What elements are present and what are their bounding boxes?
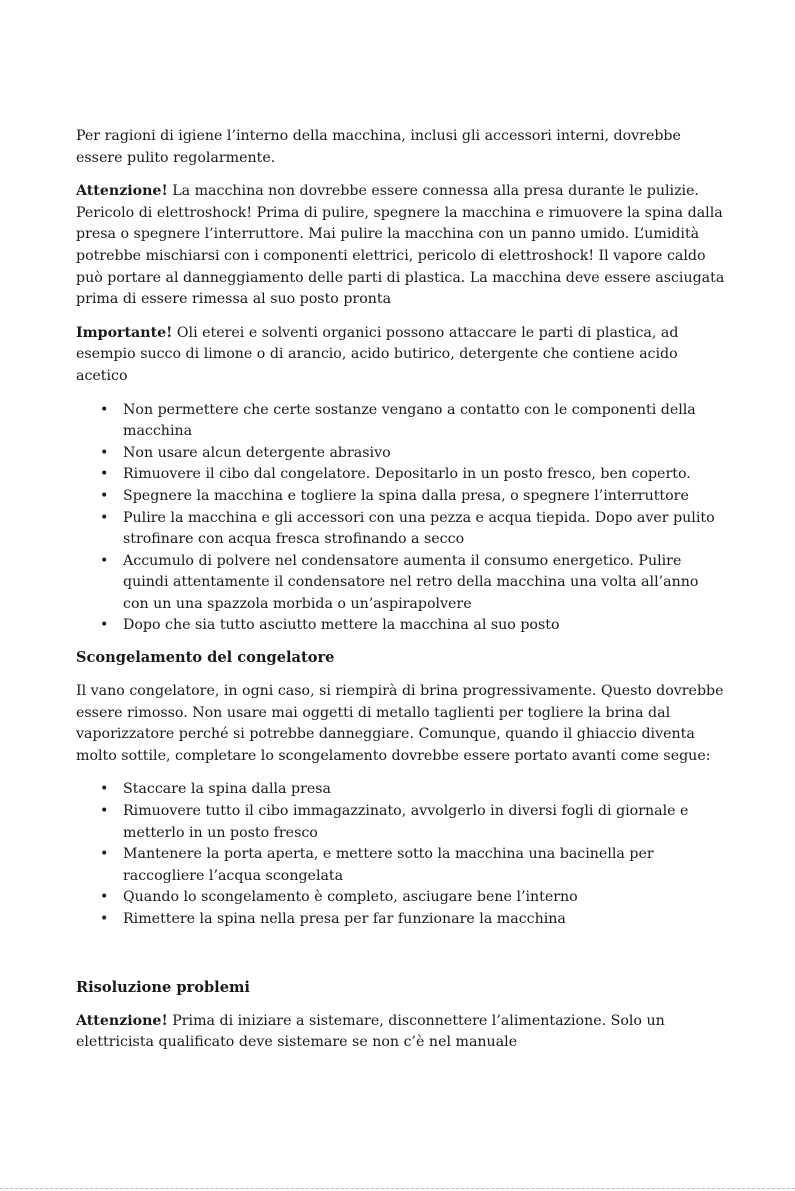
list-item: • Rimuovere tutto il cibo immagazzinato, avvolgerlo in diversi fogli di giornale e metterlo in un posto fresco <box>123 801 726 844</box>
warning-text: La macchina non dovrebbe essere connessa alla presa durante le pulizie. Pericolo di elettroshock! Prima di pulire, spegnere la macchina e rimuovere la spina dalla presa o spegnere l’interruttore. Mai pulire la macchina con un panno umido. L’umidità potrebbe mischiarsi con i componenti elettrici, pericolo di elettroshock! Il vapore caldo può portare al danneggiamento delle parti di plastica. La macchina deve essere asciugata prima di essere rimessa al suo posto pronta <box>76 183 725 308</box>
troubleshooting-heading: Risoluzione problemi <box>76 978 250 996</box>
list-item: • Staccare la spina dalla presa <box>123 779 726 801</box>
defrost-heading: Scongelamento del congelatore <box>76 649 335 667</box>
list-item: • Non permettere che certe sostanze vengano a contatto con le componenti della macchina <box>123 400 726 443</box>
intro-paragraph: Per ragioni di igiene l’interno della macchina, inclusi gli accessori interni, dovrebbe essere pulito regolarmente. <box>76 128 681 166</box>
list-item: • Pulire la macchina e gli accessori con una pezza e acqua tiepida. Dopo aver pulito strofinare con acqua fresca strofinando a secco <box>123 508 726 551</box>
list-item: • Rimuovere il cibo dal congelatore. Depositarlo in un posto fresco, ben coperto. <box>123 464 726 486</box>
list-item: • Rimettere la spina nella presa per far funzionare la macchina <box>123 909 726 931</box>
important-text: Oli eterei e solventi organici possono attaccare le parti di plastica, ad esempio succo di limone o di arancio, acido butirico, detergente che contiene acido acetico <box>76 324 679 384</box>
defrost-steps-list <box>76 779 726 930</box>
list-item: • Accumulo di polvere nel condensatore aumenta il consumo energetico. Pulire quindi attentamente il condensatore nel retro della macchina una volta all’anno con un una spazzola morbida o un’aspirapolvere <box>123 551 726 616</box>
document-page <box>76 126 726 1066</box>
troubleshooting-warning-label: Attenzione! <box>76 1012 168 1029</box>
list-item: • Quando lo scongelamento è completo, asciugare bene l’interno <box>123 887 726 909</box>
warning-paragraph <box>76 181 726 311</box>
important-label: Importante! <box>76 324 173 341</box>
list-item: • Spegnere la macchina e togliere la spina dalla presa, o spegnere l’interruttore <box>123 486 726 508</box>
warning-label: Attenzione! <box>76 183 168 200</box>
troubleshooting-text: Prima di iniziare a sistemare, disconnettere l’alimentazione. Solo un elettricista qualificato deve sistemare se non c’è nel manuale <box>76 1012 665 1051</box>
important-paragraph <box>76 323 726 388</box>
cleaning-list <box>76 400 726 638</box>
defrost-paragraph: Il vano congelatore, in ogni caso, si riempirà di brina progressivamente. Questo dovrebbe essere rimosso. Non usare mai oggetti di metallo taglienti per togliere la brina dal vaporizzatore perché si potrebbe danneggiare. Comunque, quando il ghiaccio diventa molto sottile, completare lo scongelamento dovrebbe essere portato avanti come segue: <box>76 683 724 764</box>
page-edge-divider <box>0 1188 795 1189</box>
list-item: • Non usare alcun detergente abrasivo <box>123 443 726 465</box>
list-item: • Mantenere la porta aperta, e mettere sotto la macchina una bacinella per raccogliere l’acqua scongelata <box>123 844 726 887</box>
troubleshooting-paragraph <box>76 1011 726 1054</box>
section-spacer <box>76 941 726 977</box>
list-item: • Dopo che sia tutto asciutto mettere la macchina al suo posto <box>123 615 726 637</box>
